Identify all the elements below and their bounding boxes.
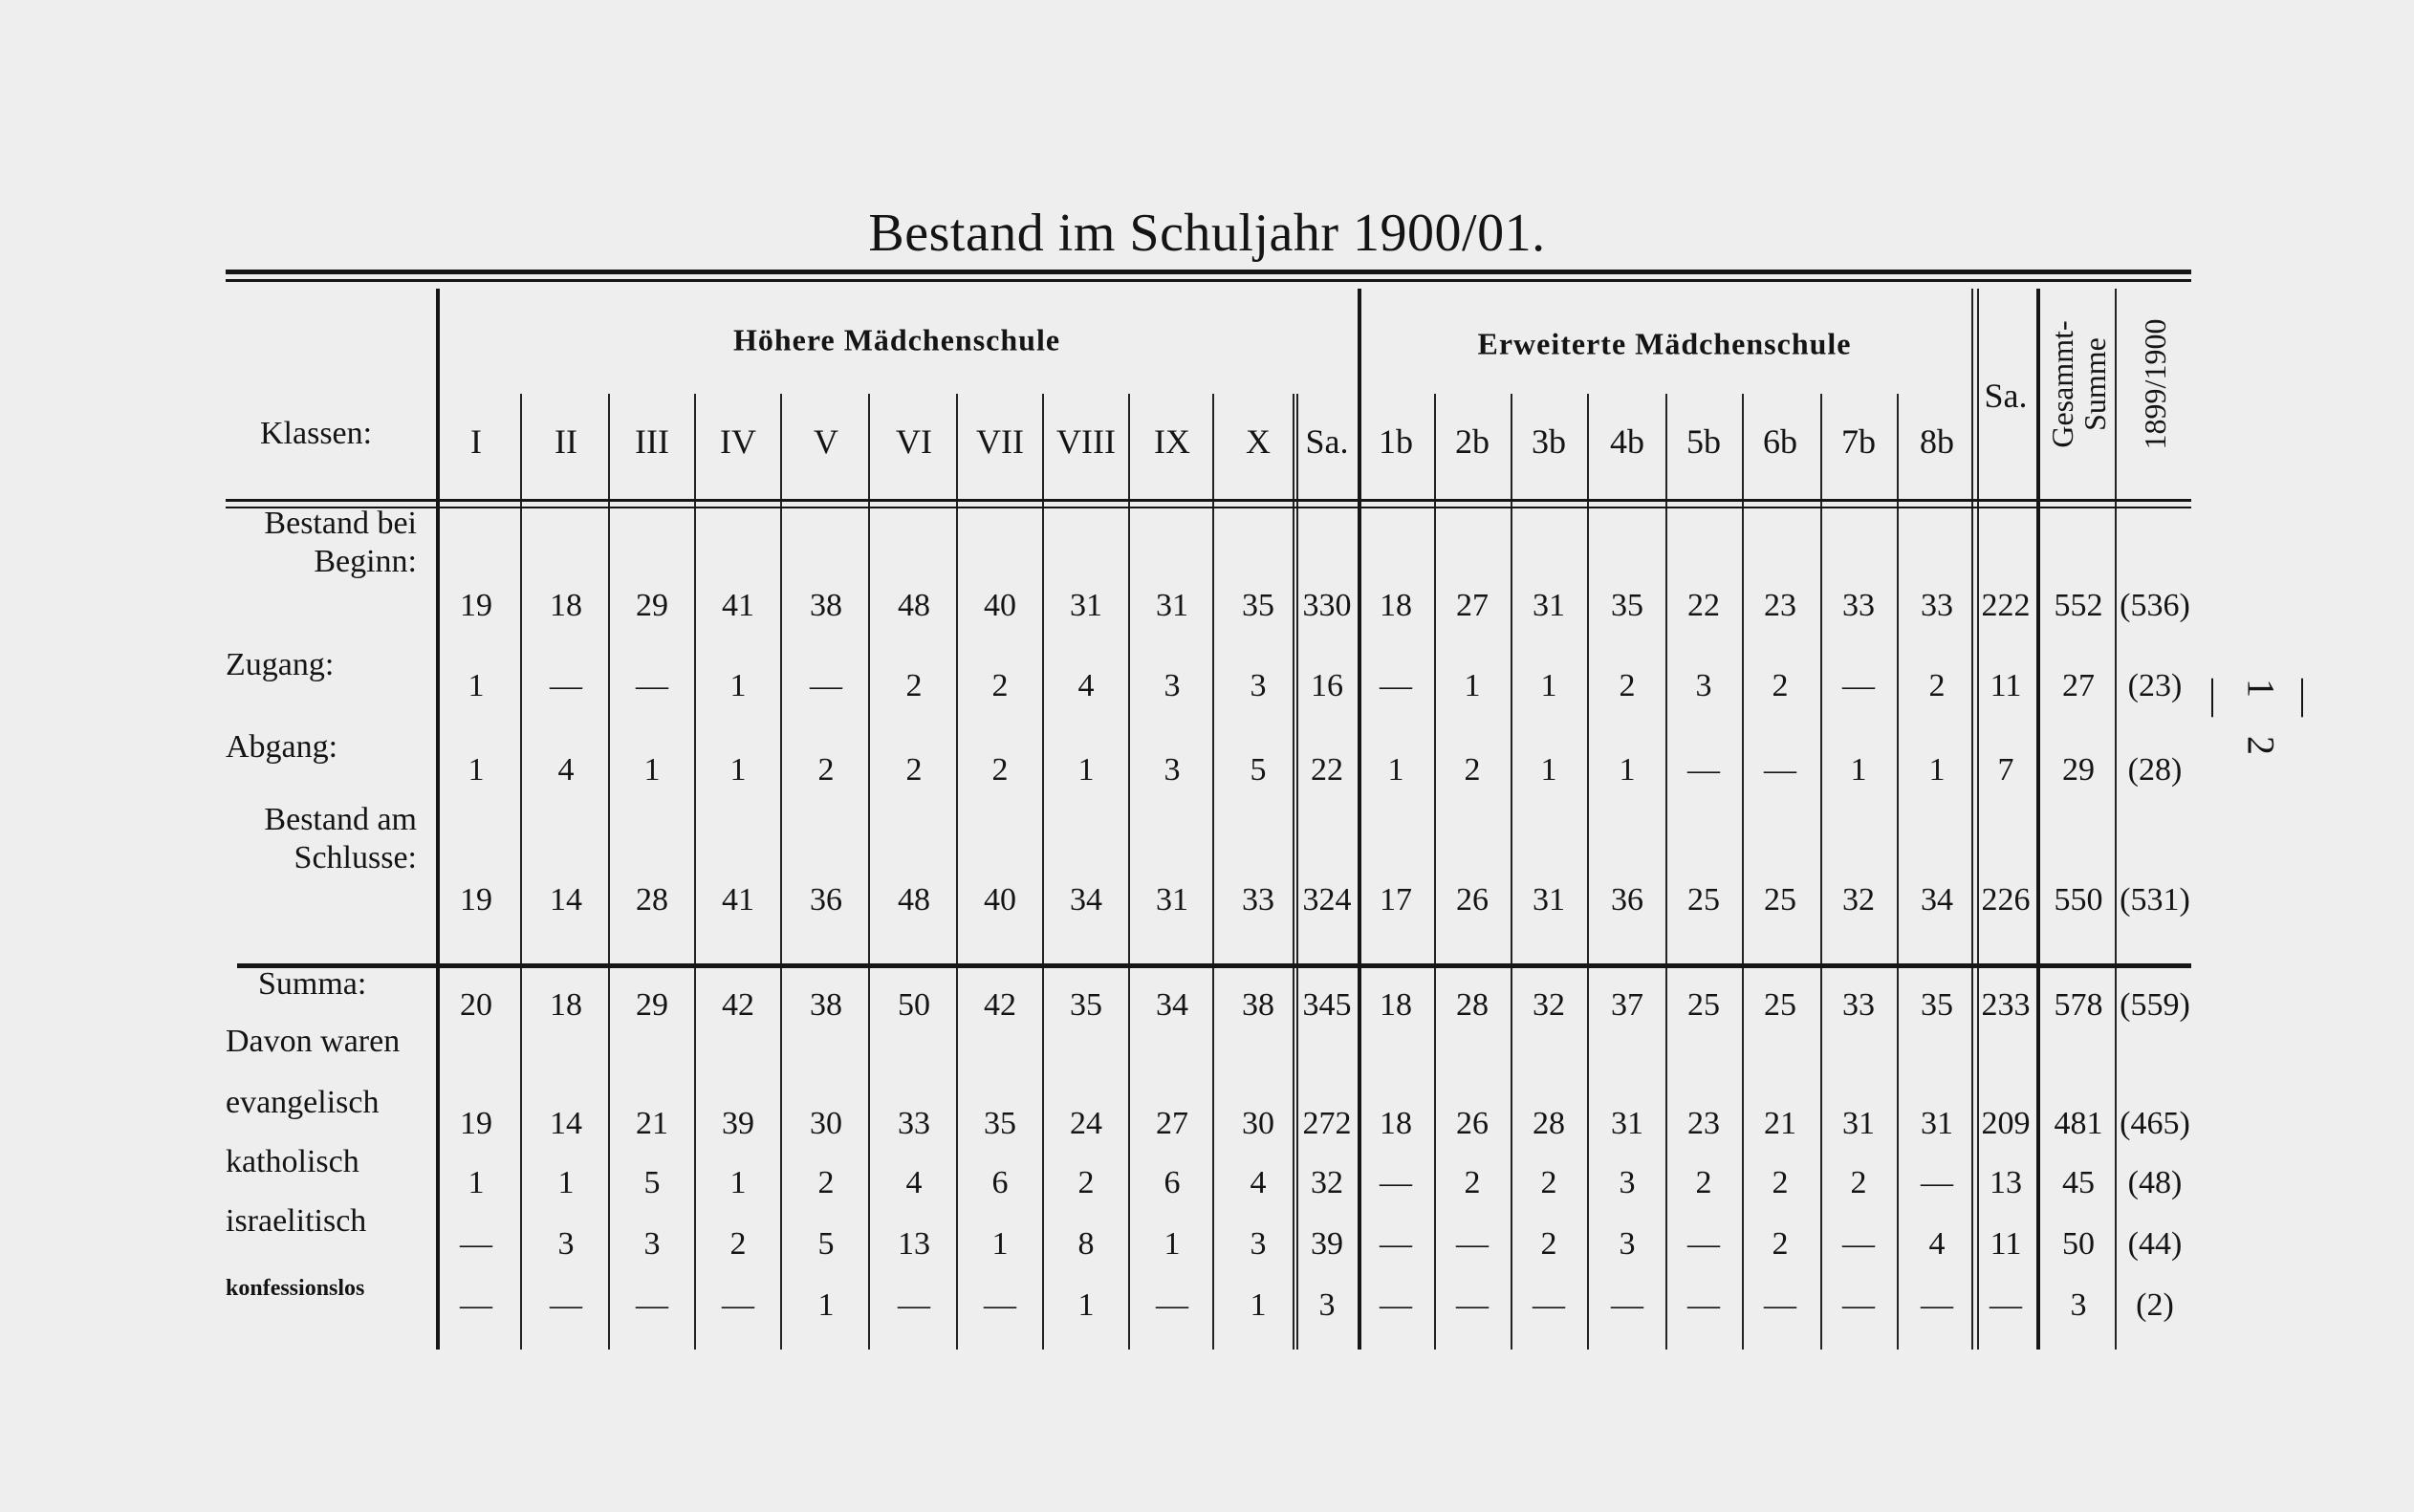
table-cell: 34: [1156, 987, 1188, 1023]
table-cell: 4: [557, 752, 575, 788]
table-cell: —: [1687, 1226, 1720, 1262]
header-col: 5b: [1686, 422, 1721, 461]
table-cell: 31: [1156, 588, 1188, 623]
table-cell: 13: [1990, 1165, 2022, 1200]
table-cell: 1: [1928, 752, 1946, 788]
table-cell: 3: [1164, 752, 1181, 788]
table-cell: 31: [1842, 1106, 1875, 1141]
table-cell: 209: [1981, 1106, 2031, 1141]
statistics-table: [226, 270, 2191, 1359]
table-cell: 33: [1921, 588, 1953, 623]
column-divider: [1971, 289, 1973, 1350]
table-cell: 1: [1164, 1226, 1181, 1262]
table-cell: 3: [643, 1226, 661, 1262]
table-cell: 38: [810, 588, 842, 623]
column-divider: [694, 394, 696, 1350]
column-divider: [956, 394, 958, 1350]
table-cell: 2: [1928, 668, 1946, 703]
row-label: israelitisch: [226, 1203, 367, 1239]
table-cell: 21: [636, 1106, 668, 1141]
table-cell: 25: [1764, 882, 1796, 918]
table-cell: 324: [1302, 882, 1352, 918]
table-cell: (531): [2120, 882, 2190, 918]
table-cell: —: [1533, 1287, 1565, 1323]
group-header-hoehere: Höhere Mädchenschule: [732, 322, 1061, 357]
table-cell: 3: [1250, 668, 1267, 703]
table-cell: 1: [468, 668, 485, 703]
table-cell: 19: [460, 882, 492, 918]
header-col: I: [470, 422, 482, 461]
table-cell: 4: [905, 1165, 923, 1200]
column-divider: [1212, 394, 1214, 1350]
table-cell: 3: [1164, 668, 1181, 703]
table-cell: 34: [1070, 882, 1102, 918]
table-cell: —: [1842, 668, 1875, 703]
table-cell: 578: [2054, 987, 2103, 1023]
table-cell: 23: [1687, 1106, 1720, 1141]
table-cell: 31: [1921, 1106, 1953, 1141]
table-cell: 14: [550, 882, 582, 918]
table-cell: 30: [810, 1106, 842, 1141]
header-col: 2b: [1455, 422, 1490, 461]
table-cell: 3: [1695, 668, 1712, 703]
table-cell: 33: [1842, 588, 1875, 623]
header-col: IX: [1154, 422, 1190, 461]
table-cell: —: [1380, 668, 1412, 703]
table-cell: 28: [1533, 1106, 1565, 1141]
column-divider: [1293, 394, 1294, 1350]
column-divider: [1511, 394, 1512, 1350]
table-cell: 41: [722, 588, 754, 623]
table-cell: 36: [1611, 882, 1643, 918]
table-cell: —: [550, 668, 582, 703]
row-label: katholisch: [226, 1144, 359, 1179]
row-label: Zugang:: [226, 647, 335, 682]
table-cell: —: [722, 1287, 754, 1323]
column-divider: [1742, 394, 1744, 1350]
table-cell: 42: [722, 987, 754, 1023]
table-cell: 2: [1464, 752, 1481, 788]
table-cell: (536): [2120, 588, 2190, 623]
table-cell: —: [1990, 1287, 2022, 1323]
table-cell: 31: [1070, 588, 1102, 623]
table-cell: 3: [1318, 1287, 1336, 1323]
table-cell: —: [1156, 1287, 1188, 1323]
table-cell: 1: [1619, 752, 1636, 788]
table-cell: 2: [729, 1226, 747, 1262]
table-cell: 2: [991, 752, 1009, 788]
table-cell: 23: [1764, 588, 1796, 623]
table-cell: 39: [722, 1106, 754, 1141]
table-cell: 2: [905, 668, 923, 703]
table-cell: 1: [557, 1165, 575, 1200]
table-cell: 1: [729, 1165, 747, 1200]
table-cell: 1: [1077, 1287, 1095, 1323]
table-cell: 2: [905, 752, 923, 788]
table-cell: 1: [1540, 752, 1557, 788]
header-col: VII: [976, 422, 1024, 461]
table-cell: 29: [636, 588, 668, 623]
column-divider: [1977, 289, 1979, 1350]
table-cell: 272: [1302, 1106, 1352, 1141]
table-cell: —: [636, 1287, 668, 1323]
row-label: Davon waren: [226, 1024, 401, 1059]
table-cell: —: [1380, 1287, 1412, 1323]
table-cell: 2: [817, 1165, 835, 1200]
table-cell: 8: [1077, 1226, 1095, 1262]
table-cell: 27: [1456, 588, 1489, 623]
table-cell: 50: [898, 987, 930, 1023]
table-cell: —: [1921, 1287, 1953, 1323]
table-cell: 3: [1619, 1226, 1636, 1262]
header-col-1899-1900: 1899/1900: [2138, 318, 2172, 450]
table-cell: 32: [1311, 1165, 1343, 1200]
row-label: Summa:: [258, 966, 367, 1002]
header-col-sa-total: Sa.: [1984, 377, 2028, 415]
column-divider: [1296, 394, 1298, 1350]
table-cell: 345: [1302, 987, 1352, 1023]
table-cell: —: [636, 668, 668, 703]
table-cell: —: [1687, 1287, 1720, 1323]
table-cell: 18: [1380, 987, 1412, 1023]
table-cell: (48): [2127, 1165, 2183, 1200]
table-cell: 26: [1456, 1106, 1489, 1141]
table-cell: 1: [468, 1165, 485, 1200]
column-divider: [520, 394, 522, 1350]
table-cell: —: [810, 668, 842, 703]
table-cell: —: [1764, 752, 1796, 788]
table-cell: 25: [1687, 882, 1720, 918]
table-cell: 2: [1077, 1165, 1095, 1200]
table-cell: 2: [1695, 1165, 1712, 1200]
table-rule: [226, 279, 2191, 282]
table-cell: 5: [1250, 752, 1267, 788]
table-cell: 24: [1070, 1106, 1102, 1141]
table-cell: —: [1921, 1165, 1953, 1200]
column-divider: [868, 394, 870, 1350]
table-cell: —: [898, 1287, 930, 1323]
table-cell: (44): [2127, 1226, 2183, 1262]
header-col: IV: [720, 422, 756, 461]
table-cell: 6: [991, 1165, 1009, 1200]
header-col: V: [814, 422, 838, 461]
row-label: konfessionslos: [226, 1276, 365, 1301]
table-cell: 1: [729, 752, 747, 788]
table-cell: 19: [460, 1106, 492, 1141]
table-cell: 21: [1764, 1106, 1796, 1141]
table-cell: 4: [1077, 668, 1095, 703]
table-cell: 28: [636, 882, 668, 918]
header-col: 1b: [1379, 422, 1413, 461]
table-cell: 1: [1540, 668, 1557, 703]
table-cell: —: [1842, 1287, 1875, 1323]
table-cell: 33: [1242, 882, 1274, 918]
column-divider: [1897, 394, 1899, 1350]
page-title: Bestand im Schuljahr 1900/01.: [868, 204, 1546, 263]
header-col: 8b: [1920, 422, 1954, 461]
table-cell: 31: [1533, 882, 1565, 918]
table-cell: 35: [1611, 588, 1643, 623]
table-cell: 45: [2062, 1165, 2095, 1200]
header-col: 3b: [1532, 422, 1566, 461]
table-cell: 222: [1981, 588, 2031, 623]
table-cell: 3: [1619, 1165, 1636, 1200]
header-col: Sa.: [1305, 422, 1349, 461]
table-cell: 38: [1242, 987, 1274, 1023]
table-cell: 32: [1842, 882, 1875, 918]
table-cell: 13: [898, 1226, 930, 1262]
table-rule: [237, 963, 2191, 968]
column-divider: [780, 394, 782, 1350]
table-cell: 27: [2062, 668, 2095, 703]
table-cell: 50: [2062, 1226, 2095, 1262]
table-cell: 2: [991, 668, 1009, 703]
row-label: evangelisch: [226, 1085, 380, 1120]
table-cell: 14: [550, 1106, 582, 1141]
column-divider: [608, 394, 610, 1350]
table-cell: —: [1687, 752, 1720, 788]
table-rule: [226, 270, 2191, 274]
column-divider: [1042, 394, 1044, 1350]
column-divider: [1820, 394, 1822, 1350]
table-cell: —: [1764, 1287, 1796, 1323]
table-cell: 2: [1619, 668, 1636, 703]
table-cell: 3: [557, 1226, 575, 1262]
table-cell: (28): [2127, 752, 2183, 788]
table-cell: —: [460, 1287, 492, 1323]
table-cell: 16: [1311, 668, 1343, 703]
table-cell: —: [1380, 1165, 1412, 1200]
table-cell: 36: [810, 882, 842, 918]
table-cell: 29: [636, 987, 668, 1023]
table-cell: 27: [1156, 1106, 1188, 1141]
table-cell: 35: [1921, 987, 1953, 1023]
table-cell: 34: [1921, 882, 1953, 918]
table-cell: —: [1380, 1226, 1412, 1262]
row-label: Abgang:: [226, 729, 338, 765]
table-cell: (559): [2120, 987, 2190, 1023]
table-cell: 42: [984, 987, 1016, 1023]
table-cell: —: [460, 1226, 492, 1262]
table-cell: —: [984, 1287, 1016, 1323]
table-cell: 26: [1456, 882, 1489, 918]
table-cell: 20: [460, 987, 492, 1023]
header-col-gesammt-summe: Gesammt- Summe: [2045, 320, 2112, 448]
table-cell: 48: [898, 882, 930, 918]
table-cell: 41: [722, 882, 754, 918]
table-cell: 1: [643, 752, 661, 788]
table-cell: 1: [1464, 668, 1481, 703]
table-cell: 19: [460, 588, 492, 623]
table-cell: 2: [1772, 1226, 1789, 1262]
header-col: X: [1246, 422, 1271, 461]
table-cell: 233: [1981, 987, 2031, 1023]
table-cell: 29: [2062, 752, 2095, 788]
table-cell: 32: [1533, 987, 1565, 1023]
table-cell: 22: [1687, 588, 1720, 623]
table-rule: [226, 507, 2191, 508]
table-cell: 28: [1456, 987, 1489, 1023]
table-cell: 25: [1687, 987, 1720, 1023]
table-cell: 2: [1772, 668, 1789, 703]
table-cell: —: [1456, 1287, 1489, 1323]
table-cell: 4: [1928, 1226, 1946, 1262]
table-cell: 35: [1242, 588, 1274, 623]
table-cell: 2: [1464, 1165, 1481, 1200]
table-cell: 31: [1156, 882, 1188, 918]
table-cell: 7: [1997, 752, 2014, 788]
table-cell: 22: [1311, 752, 1343, 788]
table-cell: 33: [1842, 987, 1875, 1023]
table-cell: 18: [1380, 588, 1412, 623]
table-cell: 2: [1540, 1226, 1557, 1262]
table-cell: 31: [1611, 1106, 1643, 1141]
header-col: III: [635, 422, 669, 461]
table-cell: 40: [984, 882, 1016, 918]
table-cell: 4: [1250, 1165, 1267, 1200]
table-cell: 11: [1990, 1226, 2022, 1262]
table-cell: —: [1611, 1287, 1643, 1323]
table-cell: 18: [1380, 1106, 1412, 1141]
table-cell: 11: [1990, 668, 2022, 703]
table-cell: 31: [1533, 588, 1565, 623]
header-col: VIII: [1056, 422, 1116, 461]
table-cell: 2: [1540, 1165, 1557, 1200]
column-divider: [1128, 394, 1130, 1350]
table-cell: 38: [810, 987, 842, 1023]
table-cell: 1: [1387, 752, 1404, 788]
table-cell: 18: [550, 588, 582, 623]
header-col: II: [555, 422, 577, 461]
table-cell: 550: [2054, 882, 2103, 918]
header-col: 6b: [1763, 422, 1797, 461]
group-header-erweiterte: Erweiterte Mädchenschule: [1477, 326, 1852, 361]
column-divider: [1665, 394, 1667, 1350]
table-cell: 1: [1077, 752, 1095, 788]
table-cell: 33: [898, 1106, 930, 1141]
header-col: 4b: [1610, 422, 1644, 461]
table-cell: 3: [2070, 1287, 2087, 1323]
table-cell: 552: [2054, 588, 2103, 623]
row-label: Bestand bei Beginn:: [264, 506, 417, 579]
table-cell: 2: [817, 752, 835, 788]
table-cell: 39: [1311, 1226, 1343, 1262]
column-divider: [436, 289, 440, 1350]
table-cell: 30: [1242, 1106, 1274, 1141]
table-cell: (2): [2136, 1287, 2174, 1323]
table-cell: (465): [2120, 1106, 2190, 1141]
table-cell: —: [550, 1287, 582, 1323]
table-rule: [226, 499, 2191, 502]
table-cell: 35: [984, 1106, 1016, 1141]
column-divider: [1358, 289, 1361, 1350]
table-cell: 1: [1250, 1287, 1267, 1323]
table-cell: 6: [1164, 1165, 1181, 1200]
table-cell: 1: [991, 1226, 1009, 1262]
table-cell: 17: [1380, 882, 1412, 918]
table-cell: 1: [729, 668, 747, 703]
column-divider: [1434, 394, 1436, 1350]
table-cell: 330: [1302, 588, 1352, 623]
table-cell: —: [1842, 1226, 1875, 1262]
table-cell: 2: [1772, 1165, 1789, 1200]
table-cell: 37: [1611, 987, 1643, 1023]
table-cell: 5: [643, 1165, 661, 1200]
header-col: VI: [896, 422, 932, 461]
table-cell: 48: [898, 588, 930, 623]
table-cell: 1: [468, 752, 485, 788]
table-cell: 18: [550, 987, 582, 1023]
row-label: Bestand am Schlusse:: [264, 802, 417, 875]
header-klassen-label: Klassen:: [260, 416, 373, 451]
column-divider: [1587, 394, 1589, 1350]
table-cell: 5: [817, 1226, 835, 1262]
table-cell: —: [1456, 1226, 1489, 1262]
table-cell: 226: [1981, 882, 2031, 918]
table-cell: 35: [1070, 987, 1102, 1023]
table-cell: 481: [2054, 1106, 2103, 1141]
table-cell: 1: [1850, 752, 1867, 788]
table-cell: 40: [984, 588, 1016, 623]
table-cell: (23): [2127, 668, 2183, 703]
column-divider: [2036, 289, 2040, 1350]
header-col: 7b: [1841, 422, 1876, 461]
table-cell: 1: [817, 1287, 835, 1323]
table-cell: 3: [1250, 1226, 1267, 1262]
page-number: — 12 —: [2194, 679, 2328, 793]
column-divider: [2115, 289, 2117, 1350]
table-cell: 2: [1850, 1165, 1867, 1200]
table-cell: 25: [1764, 987, 1796, 1023]
